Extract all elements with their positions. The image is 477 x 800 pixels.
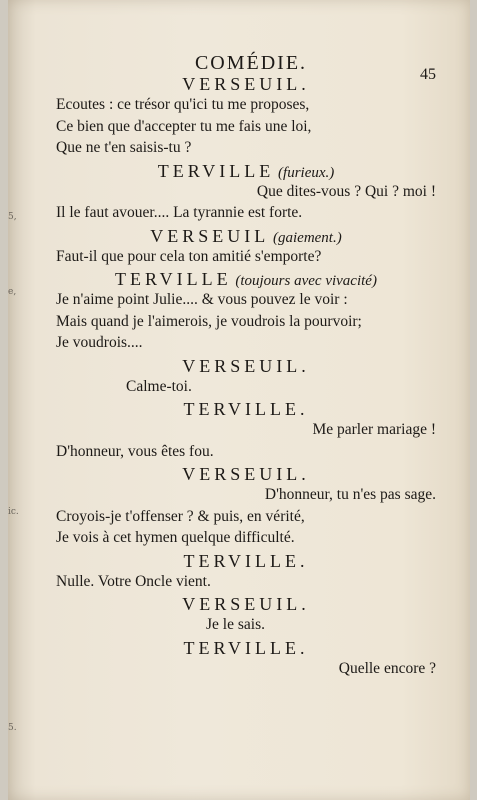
- verse-line: Je n'aime point Julie.... & vous pouvez le voir :: [56, 291, 348, 308]
- page-number: 45: [420, 66, 436, 83]
- verse-line: Faut-il que pour cela ton amitié s'emporte?: [56, 247, 322, 265]
- verse-line: D'honneur, vous êtes fou.: [56, 442, 214, 460]
- book-page: [8, 0, 470, 800]
- speaker-name: [56, 269, 436, 291]
- edge-mark: e,: [8, 287, 17, 297]
- verse-line: Que ne t'en saisis-tu ?: [56, 139, 192, 156]
- edge-mark: 5,: [8, 212, 17, 222]
- edge-mark: ic.: [8, 507, 19, 517]
- speaker-label: TERVILLE.: [183, 637, 309, 658]
- stage-direction: (toujours avec vivacité): [231, 273, 377, 289]
- verse-line: D'honneur, tu n'es pas sage.: [264, 486, 436, 503]
- speaker-name: [56, 356, 436, 378]
- speaker-label: TERVILLE.: [183, 399, 309, 419]
- speaker-label: VERSEUIL.: [182, 355, 310, 376]
- speaker-name: [56, 638, 436, 660]
- verse-line: Je vois à cet hymen quelque difficulté.: [56, 529, 295, 546]
- speaker-label: VERSEUIL.: [182, 594, 310, 614]
- speaker-label: TERVILLE: [115, 269, 232, 289]
- speaker-name: [56, 464, 436, 486]
- speaker-label: VERSEUIL: [150, 225, 270, 246]
- page-text: [56, 52, 436, 681]
- verse-line: Calme-toi.: [126, 377, 192, 395]
- edge-mark: 5.: [8, 723, 17, 733]
- speaker-name: [56, 399, 436, 421]
- verse-line: Me parler mariage !: [312, 421, 436, 438]
- verse-line: Je voudrois....: [56, 334, 143, 351]
- verse-line: Je le sais.: [206, 616, 265, 633]
- verse-line: Quelle encore ?: [338, 659, 436, 677]
- verse-line: Ecoutes : ce trésor qu'ici tu me proposes,: [56, 96, 310, 113]
- running-header: COMÉDIE.: [194, 52, 308, 74]
- verse-line: Que dites-vous ? Qui ? moi !: [256, 182, 436, 200]
- speaker-label: TERVILLE.: [183, 550, 309, 571]
- speaker-name: [56, 551, 436, 573]
- speaker-name: [56, 161, 436, 183]
- play-text: [56, 74, 436, 681]
- speaker-label: TERVILLE: [157, 160, 275, 181]
- speaker-label: VERSEUIL.: [182, 74, 310, 94]
- verse-line: Mais quand je l'aimerois, je voudrois la pourvoir;: [56, 312, 362, 330]
- speaker-name: [56, 74, 436, 96]
- speaker-name: [56, 226, 436, 248]
- speaker-name: [56, 594, 436, 616]
- speaker-label: VERSEUIL.: [182, 464, 310, 484]
- verse-line: Nulle. Votre Oncle vient.: [56, 572, 211, 590]
- verse-line: Ce bien que d'accepter tu me fais une loi,: [56, 117, 312, 135]
- verse-line: Il le faut avouer.... La tyrannie est forte.: [56, 204, 303, 221]
- stage-direction: (gaiement.): [269, 229, 342, 246]
- stage-direction: (furieux.): [274, 164, 335, 181]
- verse-line: Croyois-je t'offenser ? & puis, en vérité,: [56, 507, 305, 525]
